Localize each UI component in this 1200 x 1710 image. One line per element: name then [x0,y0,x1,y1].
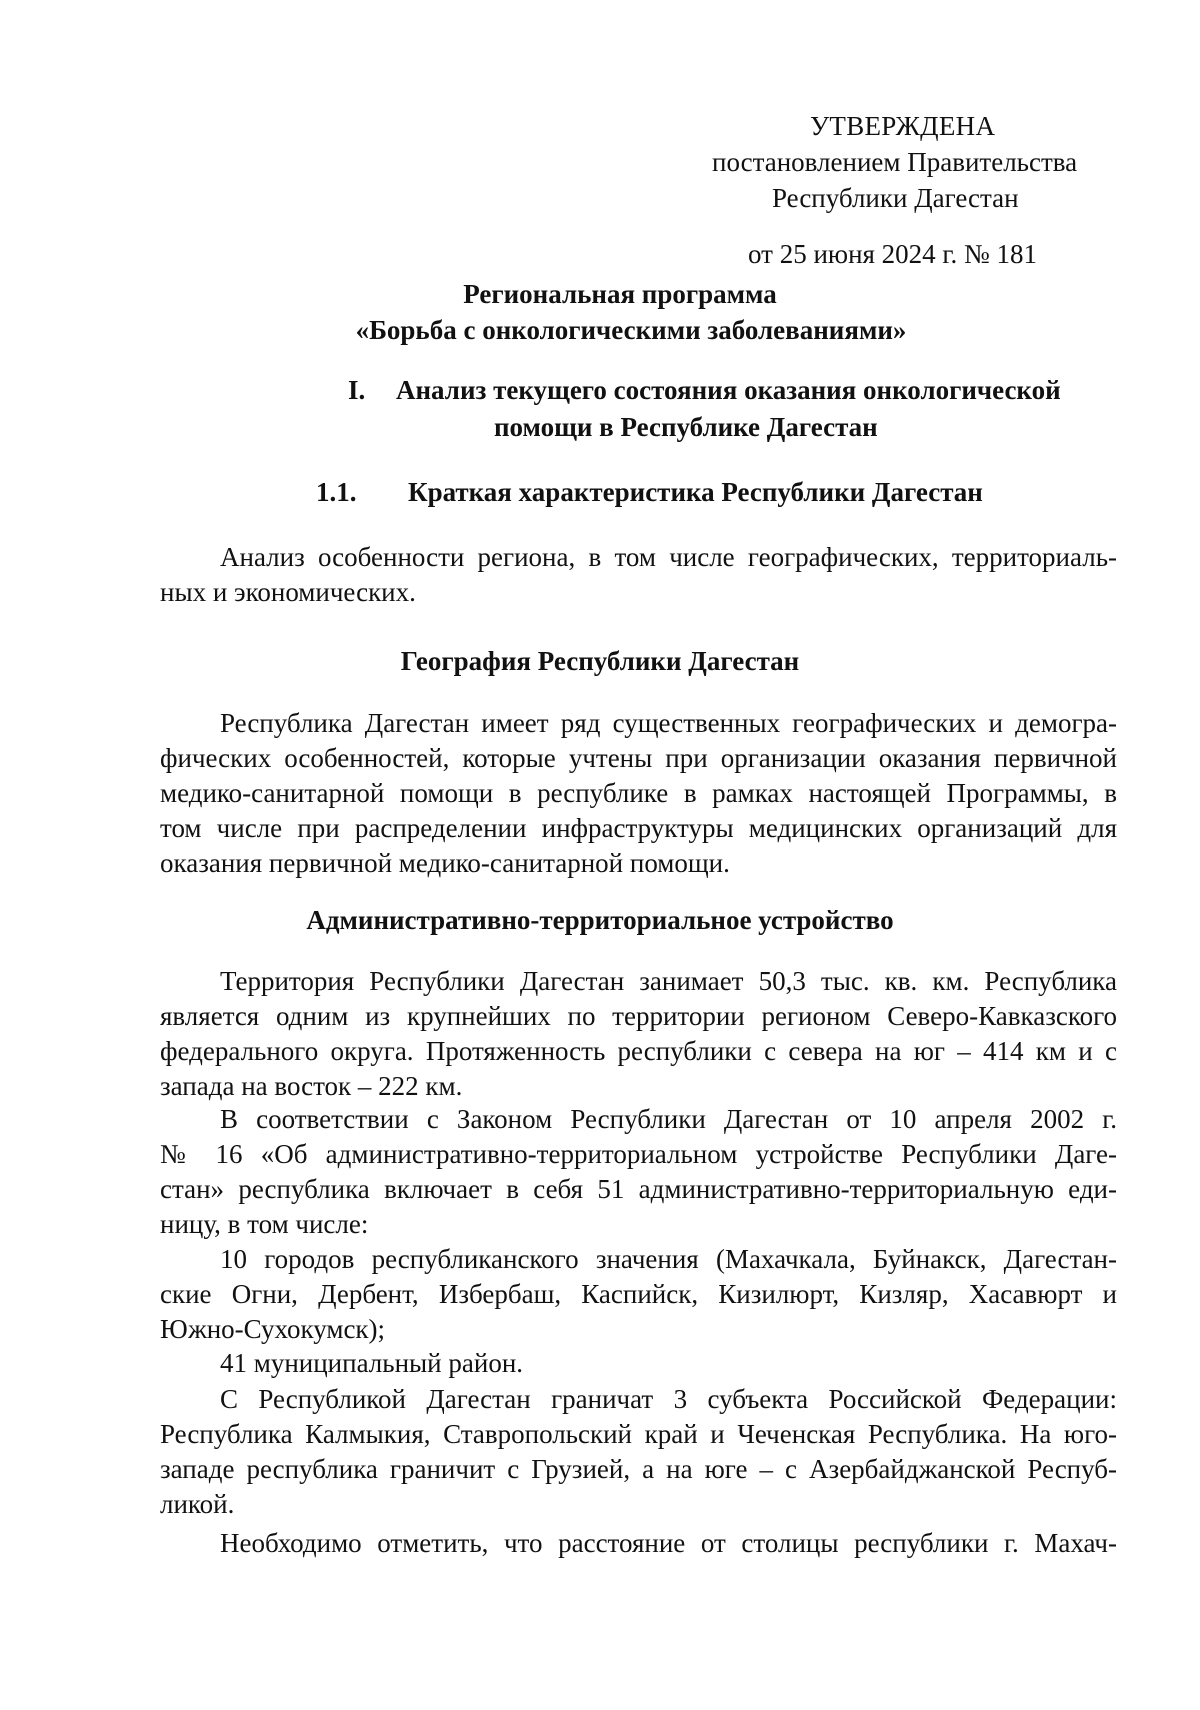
admin-p2-line-2: № 16 «Об административно-территориальном устройстве Республики Даге- [160,1139,1117,1169]
program-title [0,276,1200,348]
geography-line-1: Республика Дагестан имеет ряд существенных географических и демогра- [220,708,1117,738]
admin-heading: Административно-территориальное устройство [306,905,894,935]
admin-paragraph-2 [160,1102,1117,1242]
admin-paragraph-5 [160,1382,1117,1522]
admin-paragraph-6 [160,1526,1117,1561]
geography-line-2: фических особенностей, которые учтены при организации оказания первичной [160,743,1117,773]
section-1-1-heading [316,474,983,510]
section-1-number: I. [348,375,366,405]
approval-line-3: Республики Дагестан [772,183,1019,213]
geography-line-4: том числе при распределении инфраструктуры медицинских организаций для [160,813,1117,843]
approval-line-1: УТВЕРЖДЕНА [810,111,996,141]
intro-line-1: Анализ особенности региона, в том числе географических, территориаль- [220,542,1117,572]
approval-block [700,108,1100,272]
admin-p1-line-2: является одним из крупнейших по территории регионом Северо-Кавказского [160,1001,1117,1031]
section-1-title-line-1: Анализ текущего состояния оказания онкологической [396,375,1061,405]
admin-p3-line-2: ские Огни, Дербент, Избербаш, Каспийск, Кизилюрт, Кизляр, Хасавюрт и [160,1279,1117,1309]
intro-paragraph [160,540,1117,610]
admin-p6-line-1: Необходимо отметить, что расстояние от столицы республики г. Махач- [220,1528,1117,1558]
admin-p1-line-1: Территория Республики Дагестан занимает 50,3 тыс. кв. км. Республика [220,966,1117,996]
approval-line-2: постановлением Правительства [712,147,1078,177]
section-1-heading [348,372,1108,446]
section-1-1-number: 1.1. [316,477,357,507]
program-title-line-1: Региональная программа [463,279,777,309]
admin-p5-line-4: ликой. [160,1489,235,1519]
approval-date: от 25 июня 2024 г. № 181 [748,239,1037,269]
geography-heading: География Республики Дагестан [400,646,800,676]
geography-line-5: оказания первичной медико-санитарной помощи. [160,848,730,878]
admin-p3-line-1: 10 городов республиканского значения (Махачкала, Буйнакск, Дагестан- [220,1244,1117,1274]
admin-p5-line-3: западе республика граничит с Грузией, а на юге – с Азербайджанской Респуб- [160,1454,1117,1484]
intro-line-2: ных и экономических. [160,577,416,607]
admin-paragraph-3 [160,1242,1117,1347]
admin-p4-line-1: 41 муниципальный район. [220,1348,524,1378]
section-1-title-line-2: помощи в Республике Дагестан [494,412,878,442]
geography-line-3: медико-санитарной помощи в республике в рамках настоящей Программы, в [160,778,1117,808]
admin-p5-line-1: С Республикой Дагестан граничат 3 субъекта Российской Федерации: [220,1384,1117,1414]
admin-p2-line-4: ницу, в том числе: [160,1209,369,1239]
admin-p1-line-4: запада на восток – 222 км. [160,1071,463,1101]
program-title-line-2: «Борьба с онкологическими заболеваниями» [355,315,907,345]
admin-p2-line-3: стан» республика включает в себя 51 административно-территориальную еди- [160,1174,1117,1204]
admin-p1-line-3: федерального округа. Протяженность республики с севера на юг – 414 км и с [160,1036,1117,1066]
admin-paragraph-1 [160,964,1117,1104]
admin-paragraph-4 [160,1346,1117,1381]
geography-paragraph [160,706,1117,881]
admin-p5-line-2: Республика Калмыкия, Ставропольский край и Чеченская Республика. На юго- [160,1419,1117,1449]
admin-p2-line-1: В соответствии с Законом Республики Дагестан от 10 апреля 2002 г. [220,1104,1117,1134]
admin-p3-line-3: Южно-Сухокумск); [160,1314,386,1344]
section-1-1-title: Краткая характеристика Республики Дагестан [408,477,983,507]
